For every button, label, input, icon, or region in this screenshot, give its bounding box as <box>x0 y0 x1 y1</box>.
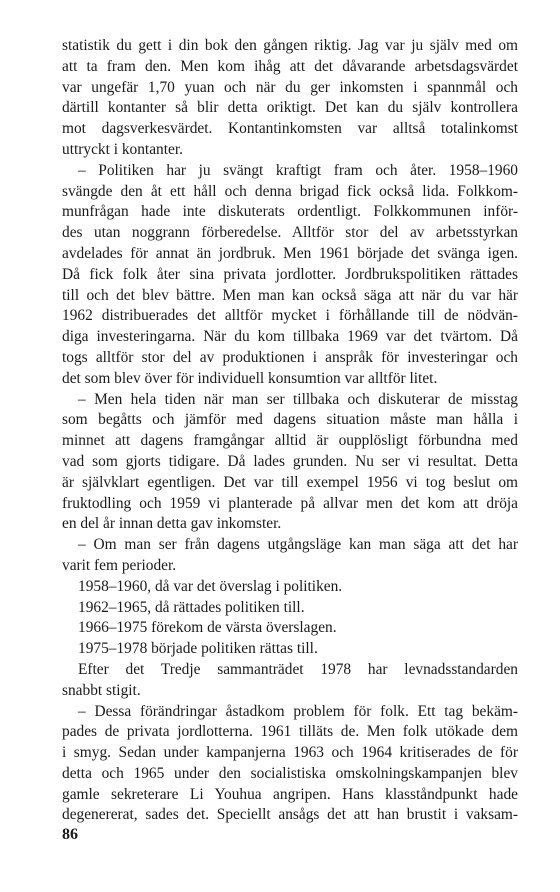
text-line: detta och 1965 under den socialistiska omskolningskampanjen blev <box>62 764 518 782</box>
text-line: – Om man ser från dagens utgångsläge kan man säga att det har <box>78 536 518 554</box>
text-line: fruktodling och 1959 vi planterade på allvar men det kom att dröja <box>62 494 518 512</box>
text-line: till och det blev bättre. Men man kan också säga att när du var här <box>62 286 518 304</box>
text-line: snabbt stigit. <box>62 681 141 699</box>
page-number: 86 <box>62 826 78 843</box>
text-line: svängde den åt ett håll och denna brigad fick också lida. Folkkom- <box>62 182 518 200</box>
text-line: mot dagsverkesvärdet. Kontantinkomsten var alltså totalinkomst <box>62 120 518 138</box>
text-line: en del år innan detta gav inkomster. <box>62 515 282 533</box>
text-line: det som blev över för individuell konsumtion var alltför litet. <box>62 369 438 387</box>
text-line: 1962 distribuerades det alltför mycket i förhållande till de nödvän- <box>62 307 518 325</box>
text-line: pades de privata jordlotterna. 1961 tilläts de. Men folk utökade dem <box>62 723 518 741</box>
text-line: diga investeringarna. När du kom tillbaka 1969 var det tvärtom. Då <box>62 328 518 346</box>
text-line: 1958–1960, då var det överslag i politiken. <box>78 577 343 595</box>
text-line: uttryckt i kontanter. <box>62 140 183 158</box>
text-line: Efter det Tredje sammanträdet 1978 har levnadsstandarden <box>78 660 518 678</box>
text-line: – Men hela tiden när man ser tillbaka och diskuterar de misstag <box>78 390 518 408</box>
text-line: minnet att dagens framgångar alltid är oupplösligt förbundna med <box>62 432 518 450</box>
text-line: i smyg. Sedan under kampanjerna 1963 och 1964 kritiserades de för <box>62 744 518 762</box>
text-line: – Politiken har ju svängt kraftigt fram och åter. 1958–1960 <box>78 161 518 179</box>
text-line: var ungefär 1,70 yuan och när du ger inkomsten i spannmål och <box>62 78 518 96</box>
text-line: är självklart egentligen. Det var till exempel 1956 vi tog beslut om <box>62 473 518 491</box>
text-line: degenererat, sades det. Speciellt ansågs det att han brustit i vaksam- <box>62 806 518 824</box>
text-line: avdelades för annat än jordbruk. Men 1961 började det svänga igen. <box>62 244 518 262</box>
text-line: – Dessa förändringar åstadkom problem för folk. Ett tag bekäm- <box>78 702 518 720</box>
text-line: 1966–1975 förekom de värsta överslagen. <box>78 619 337 637</box>
text-line: togs alltför stor del av produktionen i anspråk för investeringar och <box>62 348 518 366</box>
text-line: vad som gjorts tidigare. Då lades grunden. Nu ser vi resultat. Detta <box>62 452 518 470</box>
text-line: varit fem perioder. <box>62 556 177 574</box>
text-line: statistik du gett i din bok den gången riktig. Jag var ju själv med om <box>62 37 518 54</box>
text-line: 1975–1978 började politiken rättas till. <box>78 640 318 658</box>
text-line: gamle sekreterare Li Youhua angripen. Hans klasståndpunkt hade <box>62 785 518 803</box>
text-line: att ta fram den. Men kom ihåg att det dåvarande arbetsdagsvärdet <box>62 57 518 75</box>
text-line: därtill kontanter så blir detta oriktigt. Det kan du själv kontrollera <box>62 99 518 117</box>
text-line: munfrågan hade inte diskuterats ordentligt. Folkkommunen inför- <box>62 203 518 221</box>
text-line: des utan noggrann förberedelse. Alltför stor del av arbetsstyrkan <box>62 224 518 242</box>
page-body <box>62 36 518 826</box>
text-line: Då fick folk åter sina privata jordlotter. Jordbrukspolitiken rättades <box>62 265 518 283</box>
text-line: 1962–1965, då rättades politiken till. <box>78 598 305 616</box>
text-line: som begåtts och jämför med dagens situation måste man hålla i <box>62 411 518 429</box>
